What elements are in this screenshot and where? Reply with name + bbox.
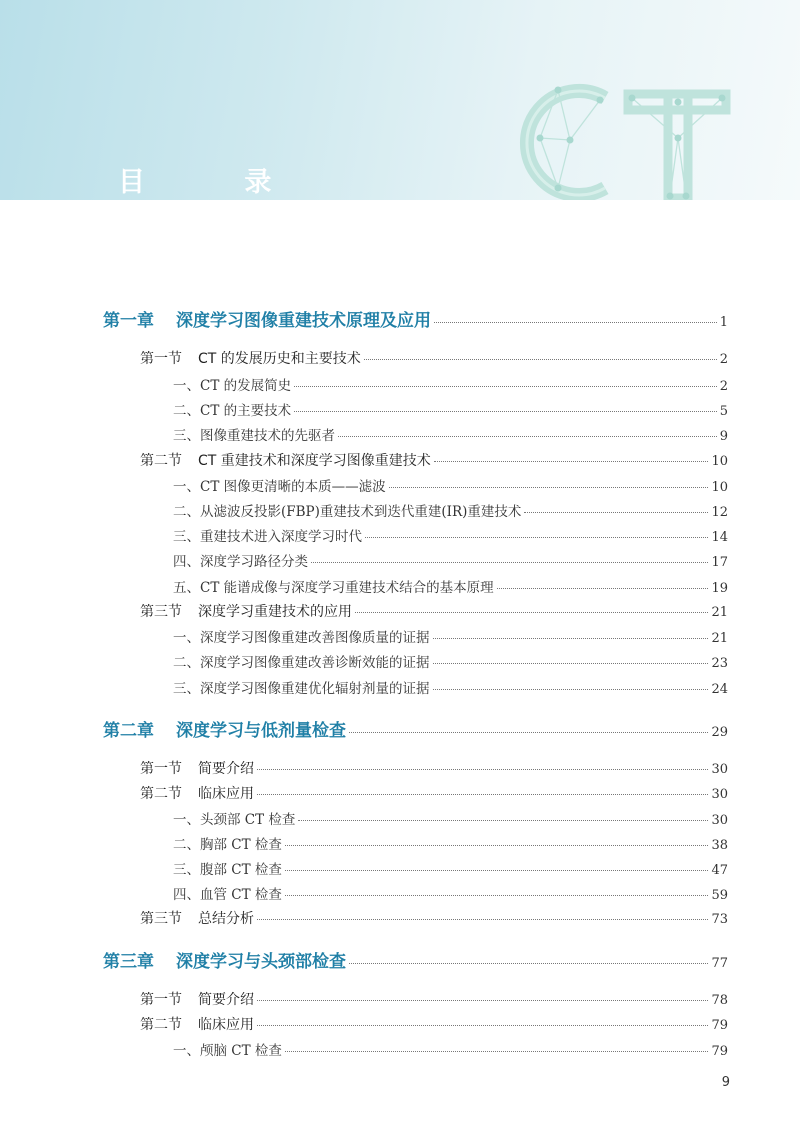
toc-chapter[interactable] xyxy=(103,947,728,972)
toc-entry-label xyxy=(173,374,291,394)
dot-leader xyxy=(433,688,709,690)
header-banner xyxy=(0,0,800,200)
toc-item[interactable] xyxy=(173,576,728,596)
section-number: 第一节 xyxy=(140,992,182,1008)
dot-leader xyxy=(285,844,709,846)
toc-entry-label xyxy=(173,475,386,495)
dot-leader xyxy=(434,321,717,323)
toc-item[interactable] xyxy=(173,808,728,828)
toc-entry-label xyxy=(173,883,282,903)
toc-entry-label xyxy=(140,601,352,621)
toc-page-number: 2 xyxy=(719,352,728,367)
toc-section[interactable] xyxy=(140,450,728,470)
toc-entry-label xyxy=(140,348,361,368)
ct-network-logo-icon xyxy=(510,78,740,200)
dot-leader xyxy=(257,999,708,1001)
dot-leader xyxy=(524,511,708,513)
toc-item[interactable] xyxy=(173,374,728,394)
toc-page-number: 30 xyxy=(711,787,728,802)
dot-leader xyxy=(298,819,708,821)
toc-item[interactable] xyxy=(173,424,728,444)
toc-item[interactable] xyxy=(173,475,728,495)
dot-leader xyxy=(433,637,709,639)
toc-page-number: 30 xyxy=(711,762,728,777)
toc-entry-label xyxy=(173,858,282,878)
toc-item[interactable] xyxy=(173,399,728,419)
toc-entry-label xyxy=(173,833,282,853)
toc-entry-title: 三、腹部 CT 检查 xyxy=(173,862,282,878)
toc-heading: 目 录 xyxy=(118,167,317,198)
toc-item[interactable] xyxy=(173,883,728,903)
toc-entry-label xyxy=(173,525,362,545)
chapter-number: 第二章 xyxy=(103,721,154,741)
toc-entry-label xyxy=(173,651,430,671)
toc-entry-title: 简要介绍 xyxy=(198,761,254,777)
toc-entry-title: 二、从滤波反投影(FBP)重建技术到迭代重建(IR)重建技术 xyxy=(173,504,522,520)
dot-leader xyxy=(257,1024,708,1026)
toc-page-number: 79 xyxy=(711,1044,728,1059)
toc-entry-label xyxy=(103,306,431,331)
toc-entry-label xyxy=(173,626,430,646)
section-number: 第二节 xyxy=(140,786,182,802)
toc-entry-label xyxy=(173,808,295,828)
toc-item[interactable] xyxy=(173,858,728,878)
toc-section[interactable] xyxy=(140,1014,728,1034)
dot-leader xyxy=(285,894,709,896)
toc-section[interactable] xyxy=(140,783,728,803)
toc-page-number: 10 xyxy=(711,454,728,469)
toc-section[interactable] xyxy=(140,758,728,778)
dot-leader xyxy=(349,962,708,964)
dot-leader xyxy=(285,1050,709,1052)
toc-item[interactable] xyxy=(173,677,728,697)
toc-page-number: 79 xyxy=(711,1018,728,1033)
toc-entry-title: 四、深度学习路径分类 xyxy=(173,554,308,570)
toc-entry-title: 三、图像重建技术的先驱者 xyxy=(173,428,335,444)
dot-leader xyxy=(311,561,708,563)
dot-leader xyxy=(365,536,708,538)
section-number: 第二节 xyxy=(140,453,182,469)
toc-entry-title: 深度学习与低剂量检查 xyxy=(176,721,346,741)
toc-entry-label xyxy=(173,424,335,444)
dot-leader xyxy=(257,768,708,770)
toc-entry-title: 二、胸部 CT 检查 xyxy=(173,837,282,853)
toc-page-number: 23 xyxy=(711,656,728,671)
dot-leader xyxy=(349,731,708,733)
section-number: 第一节 xyxy=(140,351,182,367)
toc-page-number: 17 xyxy=(711,555,728,570)
toc-entry-title: 五、CT 能谱成像与深度学习重建技术结合的基本原理 xyxy=(173,580,494,596)
toc-page-number: 5 xyxy=(719,404,728,419)
dot-leader xyxy=(294,410,717,412)
toc-entry-label xyxy=(140,908,254,928)
toc-section[interactable] xyxy=(140,989,728,1009)
toc-page-number: 73 xyxy=(711,912,728,927)
toc-page-number: 2 xyxy=(719,379,728,394)
toc-section[interactable] xyxy=(140,348,728,368)
toc-entry-label xyxy=(173,550,308,570)
toc-entry-title: 一、颅脑 CT 检查 xyxy=(173,1043,282,1059)
dot-leader xyxy=(294,385,717,387)
toc-page-number: 14 xyxy=(711,530,728,545)
toc-page-number: 59 xyxy=(711,888,728,903)
toc-page-number: 21 xyxy=(711,631,728,646)
toc-item[interactable] xyxy=(173,500,728,520)
page-number: 9 xyxy=(721,1075,730,1090)
toc-entry-label xyxy=(103,947,346,972)
toc-item[interactable] xyxy=(173,525,728,545)
toc-entry-title: CT 的发展历史和主要技术 xyxy=(198,351,361,367)
dot-leader xyxy=(364,358,717,360)
section-number: 第一节 xyxy=(140,761,182,777)
toc-item[interactable] xyxy=(173,833,728,853)
toc-entry-label xyxy=(140,783,254,803)
chapter-number: 第三章 xyxy=(103,952,154,972)
toc-entry-title: 二、CT 的主要技术 xyxy=(173,403,292,419)
toc-entry-label xyxy=(173,399,291,419)
toc-entry-label xyxy=(140,1014,254,1034)
toc-entry-title: 四、血管 CT 检查 xyxy=(173,887,282,903)
dot-leader xyxy=(257,793,708,795)
toc-entry-title: 一、头颈部 CT 检查 xyxy=(173,812,296,828)
toc-item[interactable] xyxy=(173,626,728,646)
toc-entry-title: 三、深度学习图像重建优化辐射剂量的证据 xyxy=(173,681,430,697)
toc-page-number: 77 xyxy=(711,956,728,971)
toc-entry-label xyxy=(173,500,521,520)
section-number: 第三节 xyxy=(140,911,182,927)
toc-entry-label xyxy=(173,677,430,697)
toc-page-number: 24 xyxy=(711,682,728,697)
toc-entry-label xyxy=(103,716,346,741)
toc-entry-title: CT 重建技术和深度学习图像重建技术 xyxy=(198,453,431,469)
dot-leader xyxy=(355,611,708,613)
toc-section[interactable] xyxy=(140,601,728,621)
toc-entry-title: 一、深度学习图像重建改善图像质量的证据 xyxy=(173,630,430,646)
section-number: 第二节 xyxy=(140,1017,182,1033)
toc-entry-title: 临床应用 xyxy=(198,786,254,802)
section-number: 第三节 xyxy=(140,604,182,620)
toc-page-number: 1 xyxy=(719,315,728,330)
dot-leader xyxy=(257,918,708,920)
toc-entry-title: 三、重建技术进入深度学习时代 xyxy=(173,529,362,545)
toc-entry-title: 一、CT 图像更清晰的本质——滤波 xyxy=(173,479,386,495)
toc-page-number: 78 xyxy=(711,993,728,1008)
toc-page-number: 38 xyxy=(711,838,728,853)
toc-item[interactable] xyxy=(173,550,728,570)
chapter-number: 第一章 xyxy=(103,311,154,331)
toc-entry-label xyxy=(140,989,254,1009)
toc-item[interactable] xyxy=(173,1039,728,1059)
toc-page-number: 12 xyxy=(711,505,728,520)
toc-entry-title: 深度学习重建技术的应用 xyxy=(198,604,352,620)
toc-entry-title: 简要介绍 xyxy=(198,992,254,1008)
dot-leader xyxy=(433,662,709,664)
toc-entry-label xyxy=(140,758,254,778)
toc-page-number: 29 xyxy=(711,725,728,740)
dot-leader xyxy=(338,435,717,437)
toc-entry-title: 一、CT 的发展简史 xyxy=(173,378,292,394)
toc-entry-title: 总结分析 xyxy=(198,911,254,927)
toc-page-number: 10 xyxy=(711,480,728,495)
toc-item[interactable] xyxy=(173,651,728,671)
toc-entry-label xyxy=(173,1039,282,1059)
toc-entry-label xyxy=(140,450,431,470)
dot-leader xyxy=(389,486,709,488)
toc-entry-label xyxy=(173,576,494,596)
toc-page-number: 30 xyxy=(711,813,728,828)
toc-page-number: 19 xyxy=(711,581,728,596)
dot-leader xyxy=(434,460,709,462)
toc-page-number: 21 xyxy=(711,605,728,620)
toc-chapter[interactable] xyxy=(103,716,728,741)
toc-entry-title: 深度学习与头颈部检查 xyxy=(176,952,346,972)
dot-leader xyxy=(285,869,709,871)
dot-leader xyxy=(497,587,709,589)
toc-page-number: 9 xyxy=(719,429,728,444)
toc-entry-title: 临床应用 xyxy=(198,1017,254,1033)
toc-entry-title: 二、深度学习图像重建改善诊断效能的证据 xyxy=(173,655,430,671)
toc-entry-title: 深度学习图像重建技术原理及应用 xyxy=(176,311,431,331)
toc-chapter[interactable] xyxy=(103,306,728,331)
toc-section[interactable] xyxy=(140,908,728,928)
toc-page-number: 47 xyxy=(711,863,728,878)
